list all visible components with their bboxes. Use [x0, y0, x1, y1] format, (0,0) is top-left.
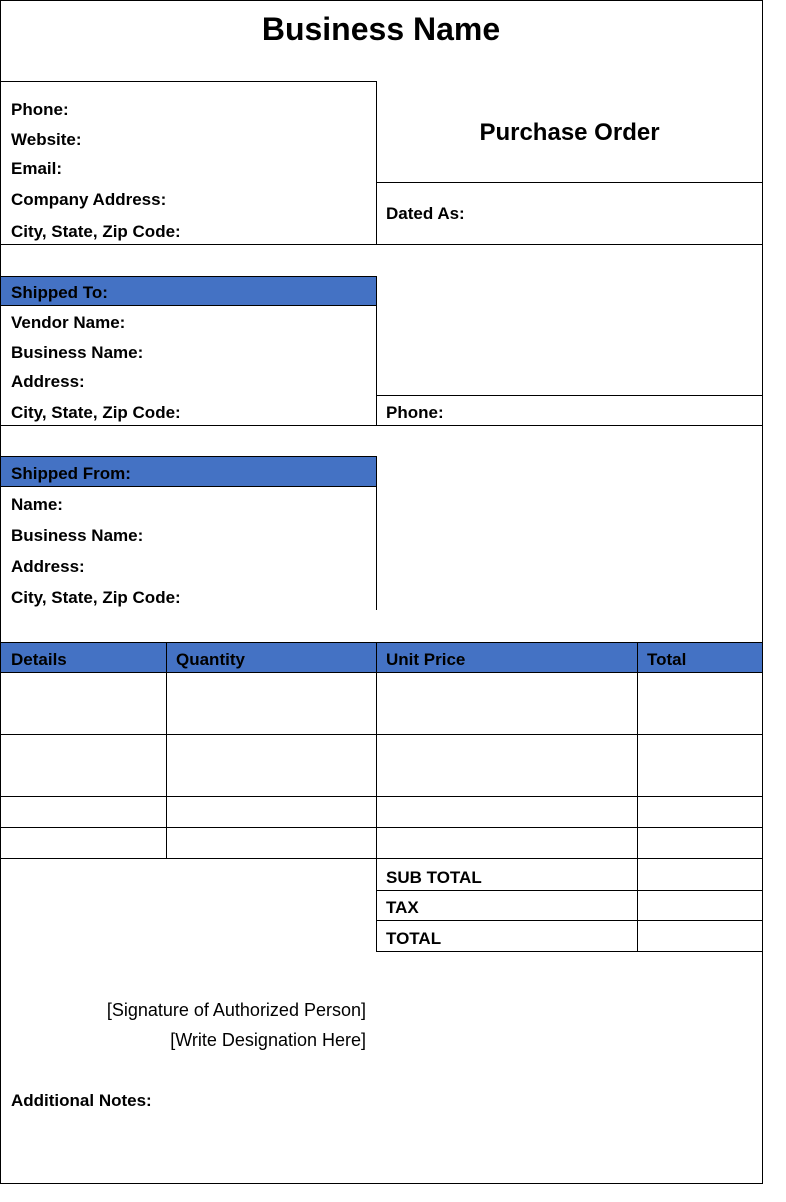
purchase-order-title: Purchase Order: [479, 119, 660, 146]
divider: [376, 642, 377, 952]
unit-price-column-header: Unit Price: [386, 650, 466, 669]
designation-line: [Write Designation Here]: [170, 1030, 366, 1050]
divider: [376, 276, 377, 426]
divider: [377, 920, 763, 921]
divider: [0, 244, 763, 245]
divider: [0, 672, 763, 673]
business-name-title: Business Name: [261, 11, 501, 47]
signature-line: [Signature of Authorized Person]: [106, 1000, 366, 1020]
city-state-zip-label: City, State, Zip Code:: [11, 588, 181, 607]
details-column-header: Details: [11, 650, 67, 669]
divider: [0, 81, 377, 82]
tax-label: TAX: [386, 898, 419, 917]
divider: [0, 858, 763, 859]
address-label: Address:: [11, 372, 85, 391]
shipped-to-heading: Shipped To:: [11, 283, 108, 302]
shipped-from-heading: Shipped From:: [11, 464, 131, 483]
phone-label: Phone:: [11, 100, 69, 119]
frame-right: [762, 0, 763, 1184]
frame-top: [0, 0, 763, 1]
dated-as-label: Dated As:: [386, 204, 465, 223]
city-state-zip-label: City, State, Zip Code:: [11, 222, 181, 241]
divider: [0, 425, 763, 426]
address-label: Address:: [11, 557, 85, 576]
divider: [377, 182, 763, 183]
divider: [0, 827, 763, 828]
divider: [377, 395, 763, 396]
frame-left: [0, 0, 1, 1184]
subtotal-label: SUB TOTAL: [386, 868, 482, 887]
divider: [0, 734, 763, 735]
total-label: TOTAL: [386, 929, 442, 948]
name-label: Name:: [11, 495, 63, 514]
website-label: Website:: [11, 130, 82, 149]
divider: [166, 642, 167, 859]
divider: [0, 456, 377, 457]
business-name-label: Business Name:: [11, 343, 144, 362]
divider: [377, 951, 763, 952]
city-state-zip-label: City, State, Zip Code:: [11, 403, 181, 422]
additional-notes-label: Additional Notes:: [11, 1091, 152, 1110]
divider: [0, 642, 763, 643]
divider: [377, 890, 763, 891]
quantity-column-header: Quantity: [176, 650, 245, 669]
vendor-name-label: Vendor Name:: [11, 313, 126, 332]
divider: [637, 642, 638, 952]
business-name-label: Business Name:: [11, 526, 144, 545]
company-address-label: Company Address:: [11, 190, 167, 209]
divider: [376, 456, 377, 610]
email-label: Email:: [11, 159, 63, 178]
divider: [376, 81, 377, 245]
shipped-to-phone-label: Phone:: [386, 403, 444, 422]
divider: [0, 276, 377, 277]
total-column-header: Total: [647, 650, 687, 669]
divider: [0, 796, 763, 797]
frame-bottom: [0, 1183, 763, 1184]
divider: [0, 305, 377, 306]
divider: [0, 486, 377, 487]
